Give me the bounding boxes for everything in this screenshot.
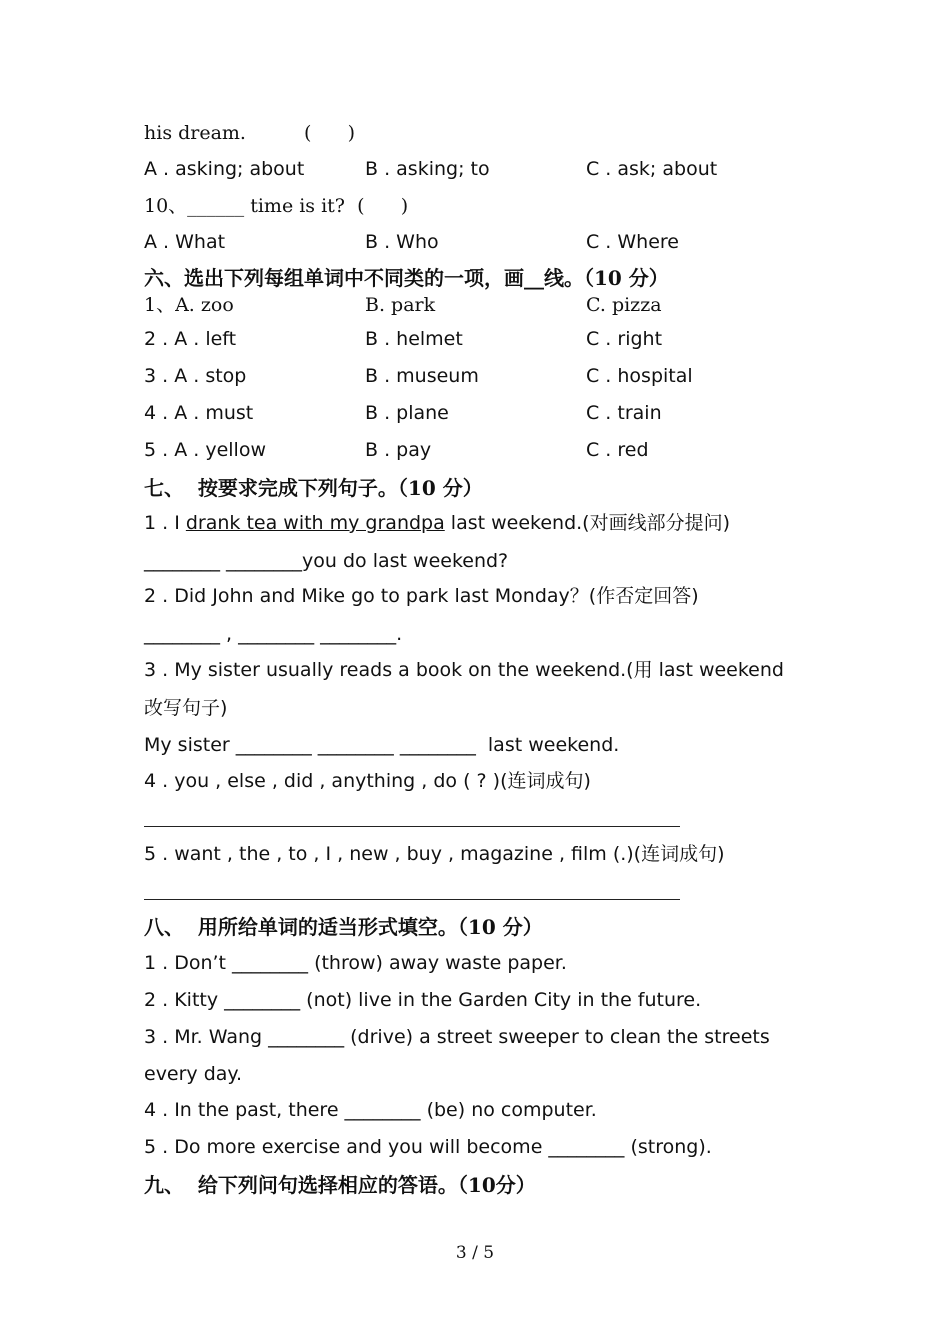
s8-q4: 4 . In the past, there ________ (be) no computer. xyxy=(144,1099,597,1121)
q9-text: his dream. xyxy=(144,122,246,144)
s6-row2-b: B . helmet xyxy=(365,328,463,350)
s7-q2-answer: ________ , ________ ________. xyxy=(144,623,403,645)
q10-option-a: A . What xyxy=(144,231,226,253)
s8-q3-line1: 3 . Mr. Wang ________ (drive) a street sweeper to clean the streets xyxy=(144,1026,770,1048)
section8-heading: 八、 用所给单词的适当形式填空。（10 分） xyxy=(144,915,543,939)
s6-row3-b: B . museum xyxy=(365,365,479,387)
s6-row1-a: 1、A. zoo xyxy=(144,294,234,316)
s6-row1-b: B. park xyxy=(365,294,436,316)
s7-q5-answer-line xyxy=(144,899,680,900)
s6-row4-c: C . train xyxy=(586,402,662,424)
q9-option-c: C . ask; about xyxy=(586,158,718,180)
s7-q1-prefix: 1 . I xyxy=(144,512,186,534)
s7-q1-suffix: last weekend.(对画线部分提问) xyxy=(444,512,731,534)
s7-q5: 5 . want , the , to , I , new , buy , magazine , film (.)(连词成句) xyxy=(144,843,725,865)
s7-q3-line2: 改写句子) xyxy=(144,697,228,719)
q10-text: 10、______ time is it? ( ) xyxy=(144,195,409,217)
s6-row4-a: 4 . A . must xyxy=(144,402,254,424)
q9-paren: ( ) xyxy=(303,122,356,144)
s6-row3-c: C . hospital xyxy=(586,365,693,387)
s6-row4-b: B . plane xyxy=(365,402,449,424)
page-number: 3 / 5 xyxy=(455,1243,495,1263)
s8-q2: 2 . Kitty ________ (not) live in the Garden City in the future. xyxy=(144,989,702,1011)
q9-tail xyxy=(144,121,355,145)
s8-q5: 5 . Do more exercise and you will become ________ (strong). xyxy=(144,1136,712,1158)
s7-q4-answer-line xyxy=(144,826,680,827)
s7-q1-answer: ________ ________you do last weekend? xyxy=(144,550,509,572)
s6-row1-c: C. pizza xyxy=(586,294,662,316)
section6-heading: 六、选出下列每组单词中不同类的一项，画__线。（10 分） xyxy=(144,266,669,290)
s6-row2-c: C . right xyxy=(586,328,663,350)
q10-option-c: C . Where xyxy=(586,231,679,253)
s6-row5-a: 5 . A . yellow xyxy=(144,439,266,461)
s7-q4: 4 . you , else , did , anything , do ( ? )(连词成句) xyxy=(144,770,591,792)
s6-row2-a: 2 . A . left xyxy=(144,328,237,350)
s7-q1 xyxy=(144,511,730,535)
s6-row3-a: 3 . A . stop xyxy=(144,365,247,387)
s7-q3-line1: 3 . My sister usually reads a book on the weekend.(用 last weekend xyxy=(144,659,784,681)
q9-option-b: B . asking; to xyxy=(365,158,490,180)
s8-q1: 1 . Don’t ________ (throw) away waste paper. xyxy=(144,952,567,974)
s7-q3-answer: My sister ________ ________ ________ last weekend. xyxy=(144,734,620,756)
q10-option-b: B . Who xyxy=(365,231,439,253)
s8-q3-line2: every day. xyxy=(144,1063,242,1085)
s6-row5-c: C . red xyxy=(586,439,649,461)
section7-heading: 七、 按要求完成下列句子。（10 分） xyxy=(144,476,483,500)
s6-row5-b: B . pay xyxy=(365,439,432,461)
s7-q2: 2 . Did John and Mike go to park last Monday？(作否定回答) xyxy=(144,585,699,607)
section9-heading: 九、 给下列问句选择相应的答语。（10分） xyxy=(144,1173,536,1197)
q9-option-a: A . asking; about xyxy=(144,158,305,180)
s7-q1-underlined: drank tea with my grandpa xyxy=(185,512,445,534)
